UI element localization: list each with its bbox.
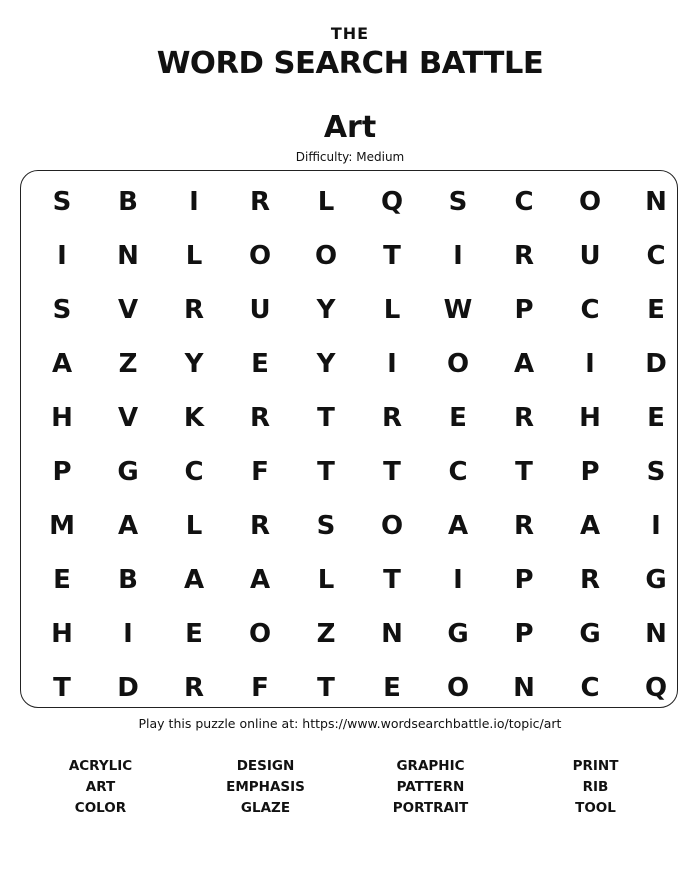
grid-letter-cell[interactable]: O bbox=[578, 187, 602, 217]
grid-letter-cell[interactable]: O bbox=[380, 511, 404, 541]
grid-letter-cell[interactable]: M bbox=[49, 511, 75, 541]
word-list-item: GLAZE bbox=[240, 800, 291, 816]
word-list-column bbox=[348, 756, 513, 819]
header-the-label: THE bbox=[330, 24, 370, 43]
grid-letter-cell[interactable]: D bbox=[117, 673, 139, 703]
grid-letter-cell[interactable]: I bbox=[453, 565, 463, 595]
grid-letter-cell[interactable]: H bbox=[51, 619, 73, 649]
puzzle-title: Art bbox=[323, 110, 377, 145]
word-list-item: EMPHASIS bbox=[226, 779, 305, 795]
grid-letter-cell[interactable]: S bbox=[52, 295, 72, 325]
grid-letter-cell[interactable]: C bbox=[580, 673, 600, 703]
grid-letter-cell[interactable]: P bbox=[52, 457, 72, 487]
grid-letter-cell[interactable]: N bbox=[117, 241, 139, 271]
grid-letter-cell[interactable]: O bbox=[314, 241, 338, 271]
grid-letter-cell[interactable]: H bbox=[51, 403, 73, 433]
puzzle-grid-frame bbox=[20, 170, 678, 708]
grid-letter-cell[interactable]: Y bbox=[184, 349, 204, 379]
grid-letter-cell[interactable]: K bbox=[183, 403, 205, 433]
grid-letter-cell[interactable]: B bbox=[118, 565, 138, 595]
grid-letter-cell[interactable]: B bbox=[118, 187, 138, 217]
grid-letter-cell[interactable]: I bbox=[57, 241, 67, 271]
grid-letter-cell[interactable]: E bbox=[53, 565, 71, 595]
grid-letter-cell[interactable]: A bbox=[51, 349, 73, 379]
word-list-item: ART bbox=[85, 779, 116, 795]
grid-letter-cell[interactable]: I bbox=[453, 241, 463, 271]
difficulty-label: Difficulty: Medium bbox=[295, 150, 405, 164]
word-list-column bbox=[513, 756, 678, 819]
grid-letter-cell[interactable]: G bbox=[117, 457, 139, 487]
word-list-item: TOOL bbox=[575, 800, 616, 816]
word-list-item: DESIGN bbox=[236, 758, 295, 774]
grid-letter-cell[interactable]: P bbox=[514, 619, 534, 649]
grid-letter-cell[interactable]: C bbox=[580, 295, 600, 325]
word-list bbox=[18, 756, 678, 819]
grid-letter-cell[interactable]: L bbox=[185, 241, 203, 271]
grid-letter-cell[interactable]: S bbox=[316, 511, 336, 541]
grid-letter-cell[interactable]: R bbox=[249, 187, 271, 217]
grid-letter-cell[interactable]: A bbox=[249, 565, 271, 595]
word-list-item: PRINT bbox=[572, 758, 619, 774]
grid-letter-cell[interactable]: Z bbox=[118, 349, 138, 379]
grid-letter-cell[interactable]: H bbox=[579, 403, 601, 433]
grid-letter-cell[interactable]: R bbox=[183, 295, 205, 325]
grid-letter-cell[interactable]: C bbox=[448, 457, 468, 487]
word-list-column bbox=[18, 756, 183, 819]
grid-letter-cell[interactable]: P bbox=[514, 295, 534, 325]
grid-letter-cell[interactable]: S bbox=[646, 457, 666, 487]
play-online-link[interactable]: Play this puzzle online at: https://www.wordsearchbattle.io/topic/art bbox=[138, 716, 562, 731]
grid-letter-cell[interactable]: R bbox=[381, 403, 403, 433]
grid-letter-cell[interactable]: N bbox=[645, 619, 667, 649]
grid-letter-cell[interactable]: A bbox=[447, 511, 469, 541]
grid-letter-cell[interactable]: U bbox=[579, 241, 601, 271]
grid-letter-cell[interactable]: T bbox=[383, 457, 401, 487]
grid-letter-cell[interactable]: R bbox=[249, 403, 271, 433]
grid-letter-cell[interactable]: E bbox=[185, 619, 203, 649]
grid-letter-cell[interactable]: Y bbox=[316, 349, 336, 379]
grid-letter-cell[interactable]: I bbox=[123, 619, 133, 649]
grid-letter-cell[interactable]: L bbox=[317, 565, 335, 595]
grid-letter-cell[interactable]: Y bbox=[316, 295, 336, 325]
grid-letter-cell[interactable]: O bbox=[446, 349, 470, 379]
letter-grid bbox=[37, 175, 697, 715]
grid-letter-cell[interactable]: A bbox=[513, 349, 535, 379]
grid-letter-cell[interactable]: E bbox=[251, 349, 269, 379]
brand-logo: WORD SEARCH BATTLE bbox=[156, 46, 544, 81]
word-list-item: ACRYLIC bbox=[68, 758, 133, 774]
grid-letter-cell[interactable]: A bbox=[183, 565, 205, 595]
grid-letter-cell[interactable]: P bbox=[514, 565, 534, 595]
grid-letter-cell[interactable]: A bbox=[117, 511, 139, 541]
grid-letter-cell[interactable]: R bbox=[513, 511, 535, 541]
grid-letter-cell[interactable]: E bbox=[383, 673, 401, 703]
grid-letter-cell[interactable]: A bbox=[579, 511, 601, 541]
grid-letter-cell[interactable]: E bbox=[647, 295, 665, 325]
grid-letter-cell[interactable]: N bbox=[381, 619, 403, 649]
word-list-item: PATTERN bbox=[396, 779, 465, 795]
grid-letter-cell[interactable]: U bbox=[249, 295, 271, 325]
grid-letter-cell[interactable]: C bbox=[514, 187, 534, 217]
grid-letter-cell[interactable]: I bbox=[189, 187, 199, 217]
grid-letter-cell[interactable]: S bbox=[52, 187, 72, 217]
grid-letter-cell[interactable]: T bbox=[515, 457, 533, 487]
grid-letter-cell[interactable]: G bbox=[447, 619, 469, 649]
grid-letter-cell[interactable]: R bbox=[183, 673, 205, 703]
grid-letter-cell[interactable]: L bbox=[317, 187, 335, 217]
grid-letter-cell[interactable]: S bbox=[448, 187, 468, 217]
grid-letter-cell[interactable]: V bbox=[117, 295, 139, 325]
grid-letter-cell[interactable]: O bbox=[248, 619, 272, 649]
word-list-item: RIB bbox=[582, 779, 609, 795]
grid-letter-cell[interactable]: G bbox=[579, 619, 601, 649]
grid-letter-cell[interactable]: I bbox=[651, 511, 661, 541]
grid-letter-cell[interactable]: O bbox=[446, 673, 470, 703]
word-list-column bbox=[183, 756, 348, 819]
grid-letter-cell[interactable]: N bbox=[513, 673, 535, 703]
grid-letter-cell[interactable]: Z bbox=[316, 619, 336, 649]
grid-letter-cell[interactable]: T bbox=[317, 403, 335, 433]
grid-letter-cell[interactable]: N bbox=[645, 187, 667, 217]
grid-letter-cell[interactable]: L bbox=[185, 511, 203, 541]
grid-letter-cell[interactable]: G bbox=[645, 565, 667, 595]
grid-letter-cell[interactable]: O bbox=[248, 241, 272, 271]
grid-letter-cell[interactable]: R bbox=[513, 403, 535, 433]
grid-letter-cell[interactable]: C bbox=[184, 457, 204, 487]
grid-letter-cell[interactable]: F bbox=[251, 673, 269, 703]
grid-letter-cell[interactable]: Q bbox=[380, 187, 404, 217]
grid-letter-cell[interactable]: W bbox=[443, 295, 473, 325]
grid-letter-cell[interactable]: R bbox=[579, 565, 601, 595]
word-list-item: PORTRAIT bbox=[392, 800, 469, 816]
grid-letter-cell[interactable]: R bbox=[249, 511, 271, 541]
grid-letter-cell[interactable]: T bbox=[317, 457, 335, 487]
grid-letter-cell[interactable]: T bbox=[317, 673, 335, 703]
grid-letter-cell[interactable]: I bbox=[387, 349, 397, 379]
grid-letter-cell[interactable]: Q bbox=[644, 673, 668, 703]
grid-letter-cell[interactable]: T bbox=[383, 565, 401, 595]
grid-letter-cell[interactable]: T bbox=[53, 673, 71, 703]
grid-letter-cell[interactable]: V bbox=[117, 403, 139, 433]
grid-letter-cell[interactable]: C bbox=[646, 241, 666, 271]
word-list-item: COLOR bbox=[74, 800, 127, 816]
grid-letter-cell[interactable]: E bbox=[449, 403, 467, 433]
grid-letter-cell[interactable]: E bbox=[647, 403, 665, 433]
grid-letter-cell[interactable]: F bbox=[251, 457, 269, 487]
word-list-item: GRAPHIC bbox=[396, 758, 465, 774]
grid-letter-cell[interactable]: T bbox=[383, 241, 401, 271]
grid-letter-cell[interactable]: R bbox=[513, 241, 535, 271]
grid-letter-cell[interactable]: I bbox=[585, 349, 595, 379]
grid-letter-cell[interactable]: P bbox=[580, 457, 600, 487]
grid-letter-cell[interactable]: L bbox=[383, 295, 401, 325]
grid-letter-cell[interactable]: D bbox=[645, 349, 667, 379]
